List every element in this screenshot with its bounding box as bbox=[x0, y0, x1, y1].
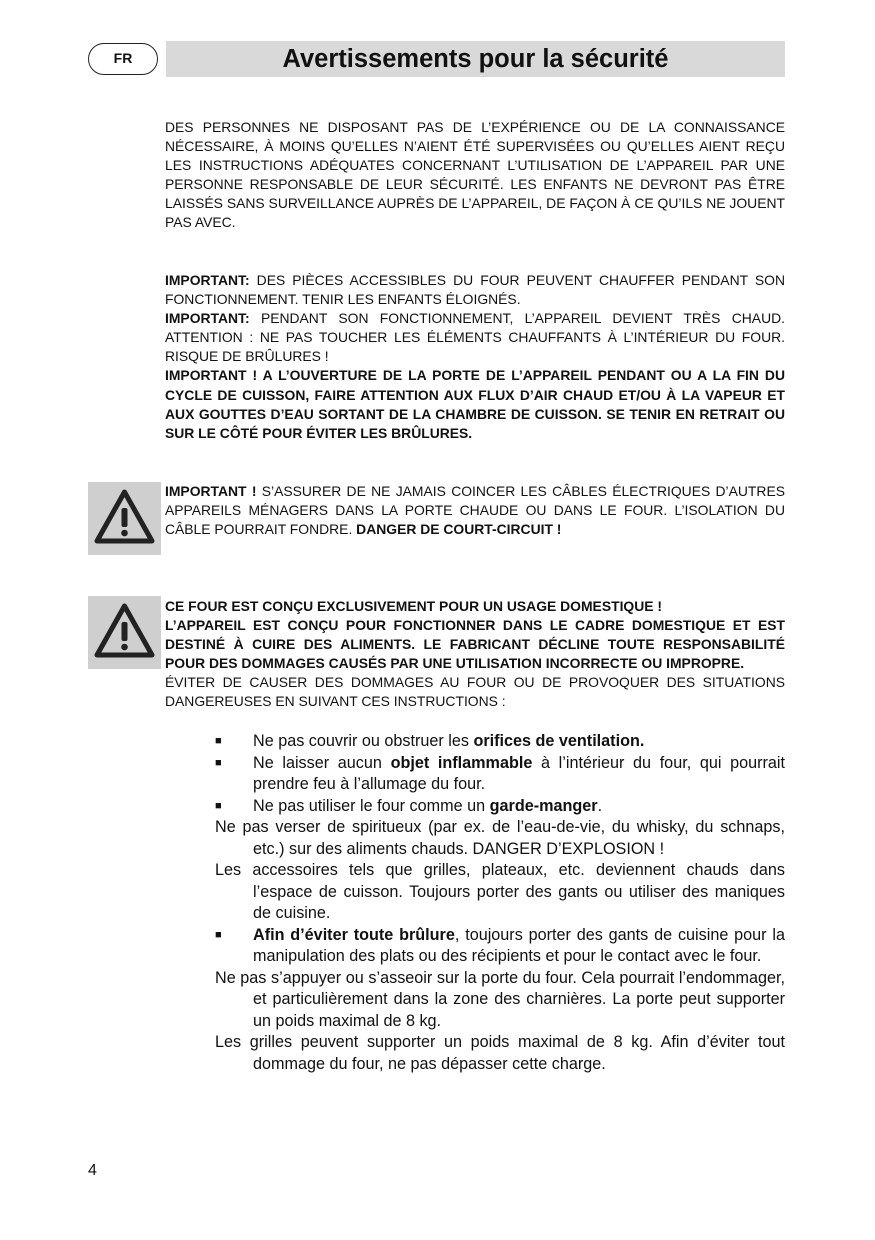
warning-triangle-icon bbox=[88, 482, 161, 555]
bullet-icon: ■ bbox=[215, 756, 222, 769]
safety-instructions-list bbox=[215, 731, 785, 1075]
domestic-bold-2 bbox=[165, 616, 785, 673]
important-paragraph-3 bbox=[165, 366, 785, 442]
important-paragraph-2 bbox=[165, 309, 785, 366]
cable-warning bbox=[165, 482, 785, 539]
list-item-text: Ne pas couvrir ou obstruer les bbox=[253, 732, 474, 750]
list-item-bold: orifices de ventilation. bbox=[473, 732, 645, 750]
language-badge: FR bbox=[88, 43, 158, 75]
intro-paragraph bbox=[165, 118, 785, 233]
page-title: Avertissements pour la sécurité bbox=[282, 45, 669, 73]
list-item-text: . bbox=[597, 796, 603, 815]
list-item bbox=[215, 925, 785, 968]
list-paragraph: Les grilles peuvent supporter un poids maximal de 8 kg. Afin d’éviter tout dommage du four, ne pas dépasser cette charge. bbox=[215, 1033, 785, 1073]
important-label-2: IMPORTANT: bbox=[165, 310, 250, 327]
cable-label: IMPORTANT ! bbox=[165, 483, 257, 499]
domestic-use-section bbox=[165, 597, 785, 712]
list-item-bold: garde-manger bbox=[489, 796, 598, 815]
list-item-text: , toujours porter des gants de cuisine pour la manipulation des plats ou des récipients et pour le contact avec le four. bbox=[253, 925, 785, 965]
bullet-icon: ■ bbox=[215, 735, 222, 747]
list-item bbox=[215, 731, 785, 753]
list-item-bold: Afin d’éviter toute brûlure bbox=[253, 925, 455, 944]
cable-warning-text bbox=[165, 482, 785, 539]
warning-triangle-icon bbox=[88, 596, 161, 669]
cable-text: S’ASSURER DE NE JAMAIS COINCER LES CÂBLES ÉLECTRIQUES D’AUTRES APPAREILS MÉNAGERS DANS LA PORTE CHAUDE OU DANS LE FOUR. L’ISOLATION DU CÂBLE POURRAIT FONDRE. bbox=[165, 483, 785, 538]
list-item bbox=[215, 753, 785, 796]
intro-text: DES PERSONNES NE DISPOSANT PAS DE L’EXPÉRIENCE OU DE LA CONNAISSANCE NÉCESSAIRE, À MOINS QU’ELLES N’AIENT ÉTÉ SUPERVISÉES OU QU’ELLES AIENT REÇU LES INSTRUCTIONS ADÉQUATES CONCERNANT L’UTILISATION DE L’APPAREIL PAR UNE PERSONNE RESPONSABLE DE LEUR SÉCURITÉ. LES ENFANTS NE DEVRONT PAS ÊTRE LAISSÉS SANS SURVEILLANCE AUPRÈS DE L’APPAREIL, DE FAÇON À CE QU’ILS NE JOUENT PAS AVEC. bbox=[165, 119, 785, 231]
domestic-bold-1-text: CE FOUR EST CONÇU EXCLUSIVEMENT POUR UN USAGE DOMESTIQUE ! bbox=[165, 598, 663, 614]
domestic-bold-1 bbox=[165, 597, 785, 616]
important-paragraph-1 bbox=[165, 271, 785, 309]
title-bar bbox=[166, 41, 785, 77]
cable-danger: DANGER DE COURT-CIRCUIT ! bbox=[356, 521, 562, 538]
important-label-1: IMPORTANT: bbox=[165, 272, 250, 288]
list-paragraph: Ne pas s’appuyer ou s’asseoir sur la porte du four. Cela pourrait l’endommager, et particulièrement dans la zone des charnières. La porte peut supporter un poids maximal de 8 kg. bbox=[215, 968, 785, 1030]
list-item bbox=[215, 796, 785, 818]
list-paragraph: Les accessoires tels que grilles, plateaux, etc. deviennent chauds dans l’espace de cuisson. Toujours porter des gants ou utiliser des maniques de cuisine. bbox=[215, 861, 785, 922]
important-text-3: IMPORTANT ! A L’OUVERTURE DE LA PORTE DE L’APPAREIL PENDANT OU A LA FIN DU CYCLE DE CUISSON, FAIRE ATTENTION AUX FLUX D’AIR CHAUD ET/OU À LA VAPEUR ET AUX GOUTTES D’EAU SORTANT DE LA CHAMBRE DE CUISSON. SE TENIR EN RETRAIT OU SUR LE CÔTÉ POUR ÉVITER LES BRÛLURES. bbox=[165, 367, 785, 441]
important-section bbox=[165, 271, 785, 443]
list-item-text: Ne laisser aucun bbox=[253, 753, 391, 772]
list-paragraph: Ne pas verser de spiritueux (par ex. de l’eau-de-vie, du whisky, du schnaps, etc.) sur des aliments chauds. DANGER D’EXPLOSION ! bbox=[215, 818, 785, 858]
list-item-bold: objet inflammable bbox=[390, 753, 533, 772]
important-text-2: PENDANT SON FONCTIONNEMENT, L’APPAREIL DEVIENT TRÈS CHAUD. ATTENTION : NE PAS TOUCHER LES ÉLÉMENTS CHAUFFANTS À L’INTÉRIEUR DU FOUR. RISQUE DE BRÛLURES ! bbox=[165, 310, 785, 365]
domestic-bold-2-text: L’APPAREIL EST CONÇU POUR FONCTIONNER DANS LE CADRE DOMESTIQUE ET EST DESTINÉ À CUIRE DES ALIMENTS. LE FABRICANT DÉCLINE TOUTE RESPONSABILITÉ POUR DES DOMMAGES CAUSÉS PAR UNE UTILISATION INCORRECTE OU IMPROPRE. bbox=[165, 617, 785, 672]
page-number: 4 bbox=[88, 1162, 97, 1179]
bullet-icon: ■ bbox=[215, 928, 222, 941]
list-item-text: Ne pas utiliser le four comme un bbox=[253, 796, 490, 815]
list-item-text: à l’intérieur du four, qui pourrait prendre feu à l’allumage du four. bbox=[253, 753, 785, 793]
bullet-icon: ■ bbox=[215, 799, 222, 812]
important-text-1: DES PIÈCES ACCESSIBLES DU FOUR PEUVENT CHAUFFER PENDANT SON FONCTIONNEMENT. TENIR LES ENFANTS ÉLOIGNÉS. bbox=[165, 272, 785, 308]
domestic-text: ÉVITER DE CAUSER DES DOMMAGES AU FOUR OU DE PROVOQUER DES SITUATIONS DANGEREUSES EN SUIVANT CES INSTRUCTIONS : bbox=[165, 674, 785, 710]
